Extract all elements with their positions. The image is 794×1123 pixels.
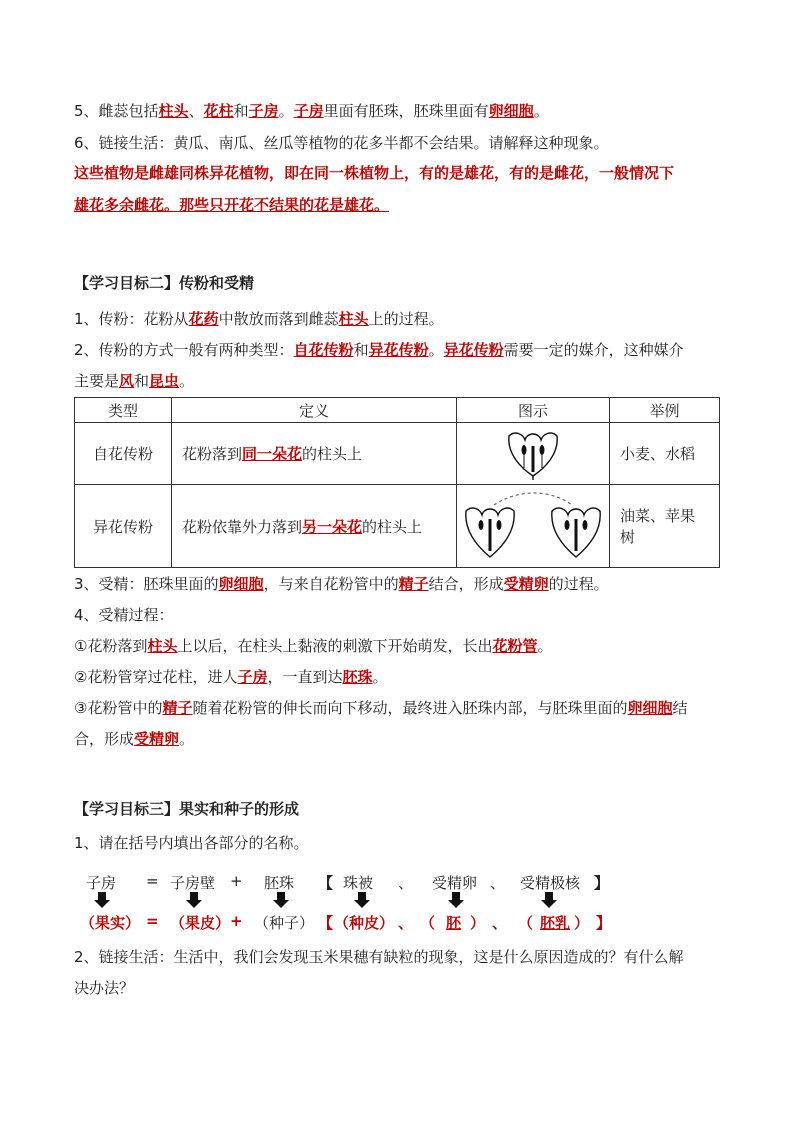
answer-blank: 花药: [188, 310, 219, 328]
answer-blank: 花柱: [203, 102, 234, 120]
cell-example: 油菜、苹果树: [610, 485, 720, 568]
cell-example: 小麦、水稻: [610, 423, 720, 485]
cell-type: 自花传粉: [75, 423, 172, 485]
answer-label: 胚乳: [540, 914, 571, 932]
table-row: [75, 485, 720, 568]
answer-label: （: [518, 914, 534, 932]
answer-label: （种皮）: [334, 914, 395, 932]
answer-label: （: [420, 914, 436, 932]
item-6-answer-line-1: 这些植物是雌雄同株异花植物，即在同一株植物上，有的是雄花，有的是雌花，一般情况下: [74, 164, 675, 182]
part-label: 【: [318, 874, 334, 892]
answer-blank: 精子: [162, 699, 193, 717]
goal-2-p4: 4、受精过程：: [74, 606, 174, 624]
answer-blank: 卵细胞: [627, 699, 673, 717]
table-header-row: [75, 398, 720, 423]
part-label: 、: [490, 874, 506, 892]
goal-2-p1: 1、传粉：花粉从花药中散放而落到雌蕊柱头上的过程。: [74, 310, 444, 328]
goal-3-q2-line-1: 2、链接生活：生活中，我们会发现玉米果穗有缺粒的现象，这是什么原因造成的？有什么解: [74, 948, 684, 966]
item-6-answer-line-2: 雄花多余雌花。那些只开花不结果的花是雄花。: [74, 196, 390, 214]
answer-label: 【: [318, 914, 334, 932]
fertilization-step-3-line-2: 合，形成受精卵。: [74, 730, 195, 748]
goal-3-q2-line-2: 决办法？: [74, 979, 135, 997]
goal-2-heading: 【学习目标二】传粉和受精: [74, 274, 255, 292]
table-header: 定义: [172, 398, 457, 423]
cell-diagram: [457, 423, 610, 485]
answer-blank: 异花传粉: [443, 341, 504, 359]
answer-blank: 受精卵: [134, 730, 180, 748]
cell-type: 异花传粉: [75, 485, 172, 568]
down-arrow-icon: [452, 892, 460, 900]
answer-label: （果皮）: [170, 914, 231, 932]
answer-blank: 异花传粉: [368, 341, 429, 359]
table-header: 举例: [610, 398, 720, 423]
table-header: 图示: [457, 398, 610, 423]
part-label: 珠被: [343, 874, 374, 892]
part-label: 受精卵: [432, 874, 478, 892]
part-label: 】: [594, 874, 610, 892]
item-5: 5、雌蕊包括柱头、花柱和子房。子房里面有胚珠，胚珠里面有卵细胞。: [74, 102, 549, 120]
answer-blank: 卵细胞: [218, 575, 264, 593]
pollination-table: [74, 397, 720, 568]
answer-blank: 同一朵花: [242, 445, 303, 463]
cell-definition: 花粉落到同一朵花的柱头上: [172, 423, 457, 485]
goal-2-p2-line-1: 2、传粉的方式一般有两种类型：自花传粉和异花传粉。异花传粉需要一定的媒介，这种媒介: [74, 341, 684, 359]
fertilization-step-3-line-1: ③花粉管中的精子随着花粉管的伸长而向下移动，最终进入胚珠内部，与胚珠里面的卵细胞结: [74, 699, 688, 717]
answer-label: +: [230, 912, 243, 930]
answer-blank: 子房: [248, 102, 279, 120]
answer-label: ）: [470, 914, 486, 932]
answer-blank: 子房: [237, 668, 268, 686]
answer-label: 胚: [446, 914, 462, 932]
answer-label: 、: [492, 914, 508, 932]
fruit-seed-formation-diagram: [0, 872, 794, 932]
part-label: 子房: [86, 874, 117, 892]
answer-blank: 昆虫: [149, 372, 180, 390]
cell-diagram: [457, 485, 610, 568]
down-arrow-icon: [277, 892, 285, 900]
answer-blank: 风: [119, 372, 135, 390]
answer-label: 】: [596, 914, 612, 932]
cross-pollination-flowers-icon: [458, 485, 608, 563]
answer-blank: 子房: [293, 102, 324, 120]
answer-blank: 柱头: [147, 637, 178, 655]
answer-label: =: [146, 912, 159, 930]
part-label: 胚珠: [264, 874, 295, 892]
down-arrow-icon: [358, 892, 366, 900]
answer-blank: 柱头: [158, 102, 189, 120]
goal-3-q1: 1、请在括号内填出各部分的名称。: [74, 834, 309, 852]
part-label: 、: [398, 874, 414, 892]
answer-blank: 另一朵花: [302, 517, 363, 536]
answer-blank: 自花传粉: [293, 341, 354, 359]
table-row: [75, 423, 720, 485]
answer-label: ）: [574, 914, 590, 932]
table-header: 类型: [75, 398, 172, 423]
down-arrow-icon: [190, 892, 198, 900]
item-6-question: 6、链接生活：黄瓜、南瓜、丝瓜等植物的花多半都不会结果。请解释这种现象。: [74, 134, 609, 152]
answer-blank: 胚珠: [342, 668, 373, 686]
cell-definition: 花粉依靠外力落到另一朵花的柱头上: [172, 485, 457, 568]
answer-label: 、: [398, 914, 414, 932]
fertilization-step-1: ①花粉落到柱头上以后，在柱头上黏液的刺激下开始萌发，长出花粉管。: [74, 637, 553, 655]
answer-blank: 卵细胞: [488, 102, 534, 120]
part-label: +: [230, 872, 243, 890]
goal-3-heading: 【学习目标三】果实和种子的形成: [74, 800, 300, 818]
answer-blank: 受精卵: [503, 575, 549, 593]
part-label: 受精极核: [520, 874, 581, 892]
self-pollination-flower-icon: [493, 424, 573, 480]
part-label: 子房壁: [170, 874, 216, 892]
answer-blank: 精子: [398, 575, 429, 593]
down-arrow-icon: [545, 892, 553, 900]
answer-blank: 柱头: [338, 310, 369, 328]
down-arrow-icon: [98, 892, 106, 900]
fertilization-step-2: ②花粉管穿过花柱，进人子房，一直到达胚珠。: [74, 668, 388, 686]
goal-2-p3: 3、受精：胚珠里面的卵细胞，与来自花粉管中的精子结合，形成受精卵的过程。: [74, 575, 609, 593]
answer-blank: 花粉管: [492, 637, 538, 655]
answer-label: （果实）: [80, 914, 141, 932]
part-label: =: [146, 872, 159, 890]
answer-label: （种子）: [254, 914, 315, 932]
goal-2-p2-line-2: 主要是风和昆虫。: [74, 372, 195, 390]
